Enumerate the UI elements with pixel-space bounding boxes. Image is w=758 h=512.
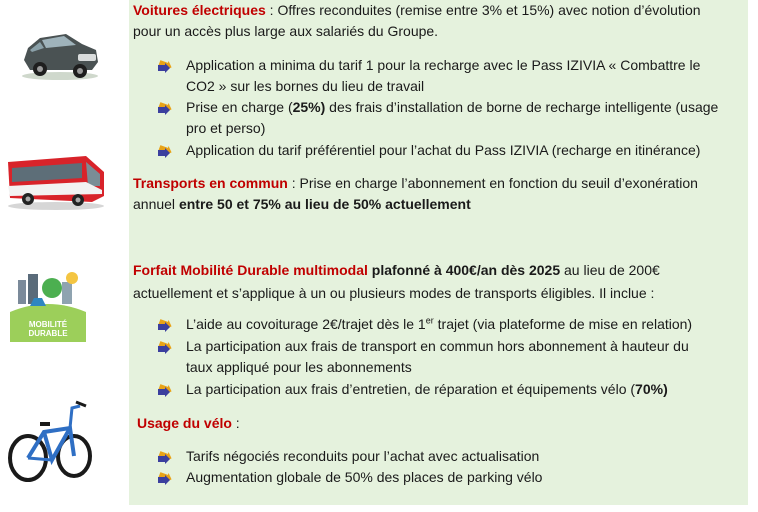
bullet-arrow-icon	[157, 317, 173, 333]
section1-intro-line1	[133, 0, 701, 21]
section3-bullet2-line1: La participation aux frais de transport en commun hors abonnement à hauteur du	[186, 338, 689, 354]
mobilite-durable-logo	[10, 266, 86, 342]
section2-text: : Prise en charge l’abonnement en fonction du seuil d’exonération	[287, 175, 698, 191]
section4-colon: :	[231, 415, 240, 431]
logo-line-2: DURABLE	[28, 329, 68, 338]
section2-l2-pre: annuel	[133, 196, 179, 212]
bullet-arrow-icon	[157, 58, 173, 74]
bullet-arrow-icon	[157, 470, 173, 486]
bullet-arrow-icon	[157, 143, 173, 159]
section1-intro-line2: pour un accès plus large aux salariés du Groupe.	[133, 23, 439, 39]
section2-line1	[133, 173, 698, 194]
bullet-arrow-icon	[157, 339, 173, 355]
section3-bullet3	[186, 379, 668, 400]
section3-line1	[133, 260, 660, 281]
b2-post: des frais d’installation de borne de recharge intelligente (usage	[325, 99, 719, 115]
section4-title-line	[137, 413, 240, 434]
section2-line2	[133, 194, 471, 215]
s3b1-sup: er	[425, 315, 434, 326]
s3b1-pre: L’aide au covoiturage 2€/trajet dès le 1	[186, 316, 426, 332]
section2-l2-bold: entre 50 et 75% au lieu de 50% actuellement	[178, 196, 471, 212]
section1-bullet2-line2: pro et perso)	[186, 120, 266, 136]
section3-bullet2-line2: taux appliqué pour les abonnements	[186, 359, 412, 375]
bicycle-illustration	[6, 398, 94, 484]
section3-l1-post: au lieu de 200€	[560, 262, 660, 278]
section1-bullet2-line1	[186, 97, 718, 118]
s3b3-pre: La participation aux frais d’entretien, de réparation et équipements vélo (	[186, 381, 636, 397]
section1-title: Voitures électriques	[133, 2, 266, 18]
section4-bullet1: Tarifs négociés reconduits pour l’achat avec actualisation	[186, 448, 540, 464]
section3-cap: plafonné à 400€/an dès 2025	[367, 262, 561, 278]
bullet-arrow-icon	[157, 100, 173, 116]
s3b3-bold: 70%)	[635, 381, 668, 397]
section3-line2: actuellement et s’applique à un ou plusieurs modes de transports éligibles. Il inclue :	[133, 285, 655, 301]
bus-illustration	[4, 150, 108, 212]
section4-title: Usage du vélo	[137, 415, 232, 431]
section1-bullet1-line1: Application a minima du tarif 1 pour la recharge avec le Pass IZIVIA « Combattre le	[186, 57, 701, 73]
section4-bullet2: Augmentation globale de 50% des places de parking vélo	[186, 469, 543, 485]
section2-title: Transports en commun	[133, 175, 288, 191]
bullet-arrow-icon	[157, 449, 173, 465]
bullet-arrow-icon	[157, 382, 173, 398]
b2-pre: Prise en charge (	[186, 99, 293, 115]
section3-bullet1	[186, 314, 692, 335]
logo-line-1: MOBILITÉ	[28, 320, 68, 329]
b2-bold: 25%)	[292, 99, 326, 115]
section3-title: Forfait Mobilité Durable multimodal	[133, 262, 368, 278]
s3b1-post: trajet (via plateforme de mise en relation)	[433, 316, 693, 332]
section1-bullet1-line2: CO2 » sur les bornes du lieu de travail	[186, 78, 425, 94]
car-illustration	[18, 26, 102, 82]
section1-bullet3: Application du tarif préférentiel pour l’achat du Pass IZIVIA (recharge en itinérance)	[186, 142, 701, 158]
section1-intro-text: : Offres reconduites (remise entre 3% et 15%) avec notion d’évolution	[265, 2, 701, 18]
